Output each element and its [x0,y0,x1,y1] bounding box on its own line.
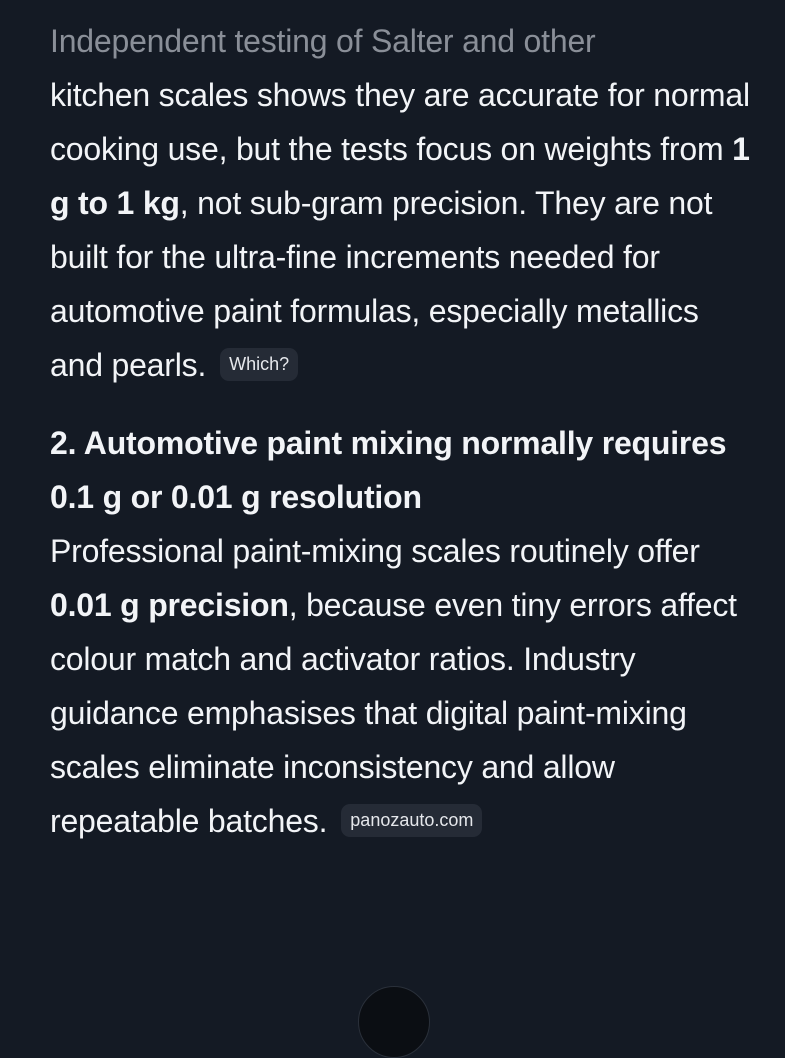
bold-text: 1 g to 1 kg [50,131,750,221]
scroll-to-bottom-button[interactable] [358,986,430,1058]
source-chip-which[interactable]: Which? [220,348,298,381]
paragraph-text: , not sub-gram precision. They are not built for the ultra-fine increments needed for automotive paint formulas, especially metallics and pearls. [50,185,713,383]
bold-text: 0.01 g precision [50,587,289,623]
message-content [50,14,750,848]
section-heading: 2. Automotive paint mixing normally requires 0.1 g or 0.01 g resolution [50,425,727,515]
paragraph-paint-mixing [50,524,750,848]
paragraph-text: kitchen scales shows they are accurate for normal cooking use, but the tests focus on weights from [50,77,750,167]
faded-text: Independent testing of Salter and other [50,23,596,59]
paragraph-text: , because even tiny errors affect colour match and activator ratios. Industry guidance emphasises that digital paint-mixing scales eliminate inconsistency and allow repeatable batches. [50,587,737,839]
paragraph-text: Professional paint-mixing scales routinely offer [50,533,700,569]
source-chip-panozauto[interactable]: panozauto.com [341,804,482,837]
paragraph-salter-testing [50,14,750,392]
